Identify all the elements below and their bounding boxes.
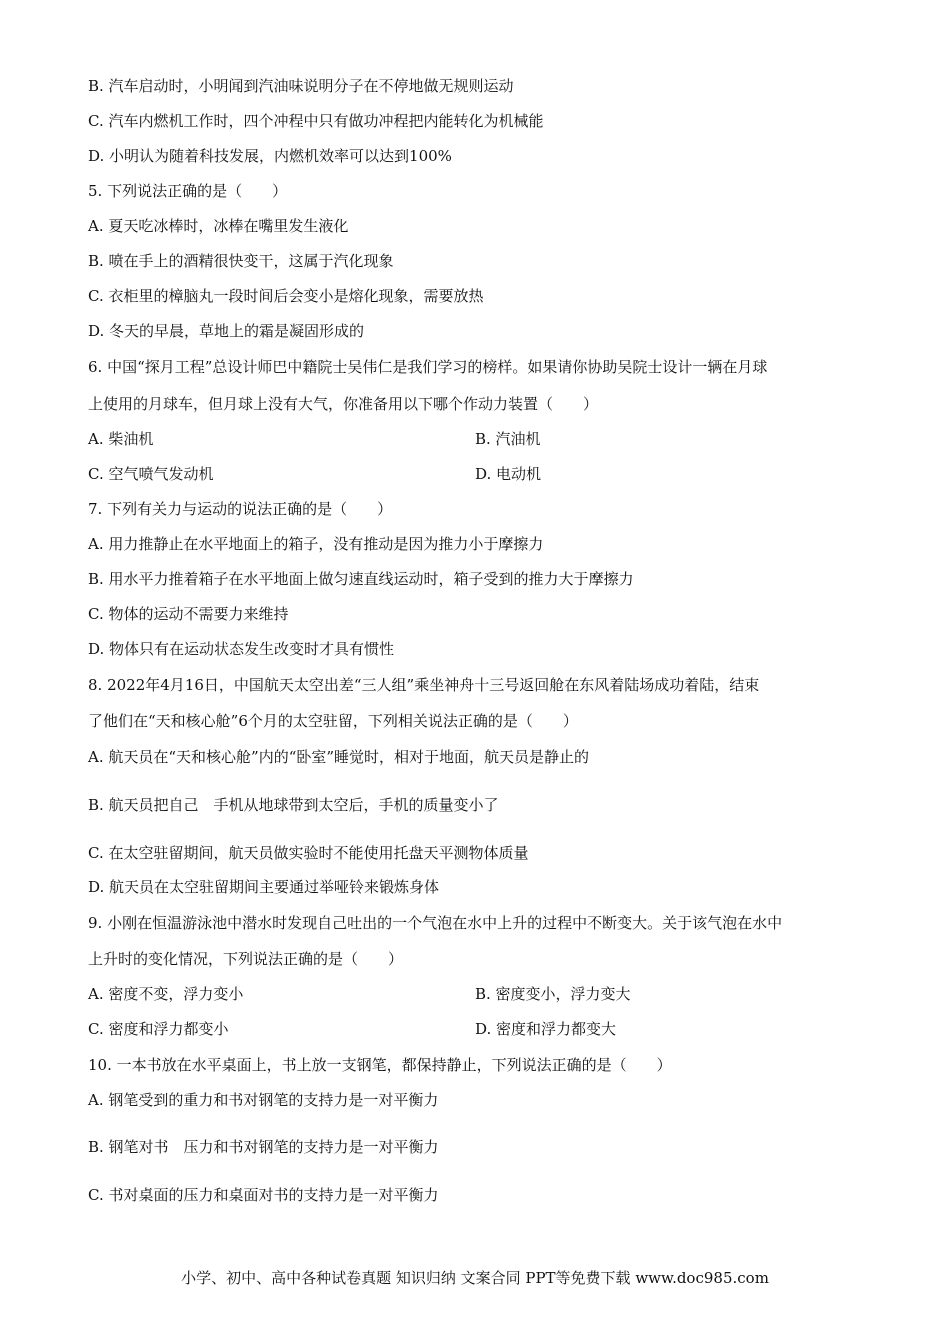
option-8a: A. 航天员在“天和核心舱”内的“卧室”睡觉时，相对于地面，航天员是静止的 [88, 748, 590, 766]
option-7c: C. 物体的运动不需要力来维持 [88, 605, 289, 623]
option-7d: D. 物体只有在运动状态发生改变时才具有惯性 [88, 640, 395, 658]
option-5a: A. 夏天吃冰棒时，冰棒在嘴里发生液化 [88, 217, 349, 235]
option-7a: A. 用力推静止在水平地面上的箱子，没有推动是因为推力小于摩擦力 [88, 535, 544, 553]
option-7b: B. 用水平力推着箱子在水平地面上做匀速直线运动时，箱子受到的推力大于摩擦力 [88, 570, 634, 588]
option-10a: A. 钢笔受到的重力和书对钢笔的支持力是一对平衡力 [88, 1091, 439, 1109]
option-6a: A. 柴油机 [88, 430, 154, 448]
question-8-line2: 了他们在“天和核心舱”6个月的太空驻留，下列相关说法正确的是（ ） [88, 712, 578, 730]
option-8d: D. 航天员在太空驻留期间主要通过举哑铃来锻炼身体 [88, 878, 440, 896]
question-7: 7. 下列有关力与运动的说法正确的是（ ） [88, 500, 393, 518]
option-8c: C. 在太空驻留期间，航天员做实验时不能使用托盘天平测物体质量 [88, 844, 529, 862]
option-9b: B. 密度变小，浮力变大 [475, 985, 631, 1003]
option-9d: D. 密度和浮力都变大 [475, 1020, 617, 1038]
option-8b: B. 航天员把自己 手机从地球带到太空后，手机的质量变小了 [88, 796, 499, 814]
option-10b: B. 钢笔对书 压力和书对钢笔的支持力是一对平衡力 [88, 1138, 439, 1156]
page-footer: 小学、初中、高中各种试卷真题 知识归纳 文案合同 PPT等免费下载 www.doc985.com [181, 1269, 769, 1287]
option-5b: B. 喷在手上的酒精很快变干，这属于汽化现象 [88, 252, 394, 270]
question-9-line2: 上升时的变化情况，下列说法正确的是（ ） [88, 950, 404, 968]
question-6-line2: 上使用的月球车，但月球上没有大气，你准备用以下哪个作动力装置（ ） [88, 395, 599, 413]
option-6d: D. 电动机 [475, 465, 542, 483]
question-10: 10. 一本书放在水平桌面上，书上放一支钢笔，都保持静止，下列说法正确的是（ ） [88, 1056, 672, 1074]
option-4c: C. 汽车内燃机工作时，四个冲程中只有做功冲程把内能转化为机械能 [88, 112, 544, 130]
option-6b: B. 汽油机 [475, 430, 541, 448]
option-5d: D. 冬天的早晨，草地上的霜是凝固形成的 [88, 322, 365, 340]
option-10c: C. 书对桌面的压力和桌面对书的支持力是一对平衡力 [88, 1186, 439, 1204]
question-9-line1: 9. 小刚在恒温游泳池中潜水时发现自己吐出的一个气泡在水中上升的过程中不断变大。关于该气泡在水中 [88, 914, 783, 932]
option-4b: B. 汽车启动时，小明闻到汽油味说明分子在不停地做无规则运动 [88, 77, 514, 95]
option-4d: D. 小明认为随着科技发展，内燃机效率可以达到100% [88, 147, 452, 165]
option-9c: C. 密度和浮力都变小 [88, 1020, 229, 1038]
option-9a: A. 密度不变，浮力变小 [88, 985, 244, 1003]
question-8-line1: 8. 2022年4月16日，中国航天太空出差“三人组”乘坐神舟十三号返回舱在东风着陆场成功着陆，结束 [88, 676, 760, 694]
option-5c: C. 衣柜里的樟脑丸一段时间后会变小是熔化现象，需要放热 [88, 287, 484, 305]
option-6c: C. 空气喷气发动机 [88, 465, 214, 483]
question-5: 5. 下列说法正确的是（ ） [88, 182, 288, 200]
question-6-line1: 6. 中国“探月工程”总设计师巴中籍院士吴伟仁是我们学习的榜样。如果请你协助吴院士设计一辆在月球 [88, 358, 768, 376]
